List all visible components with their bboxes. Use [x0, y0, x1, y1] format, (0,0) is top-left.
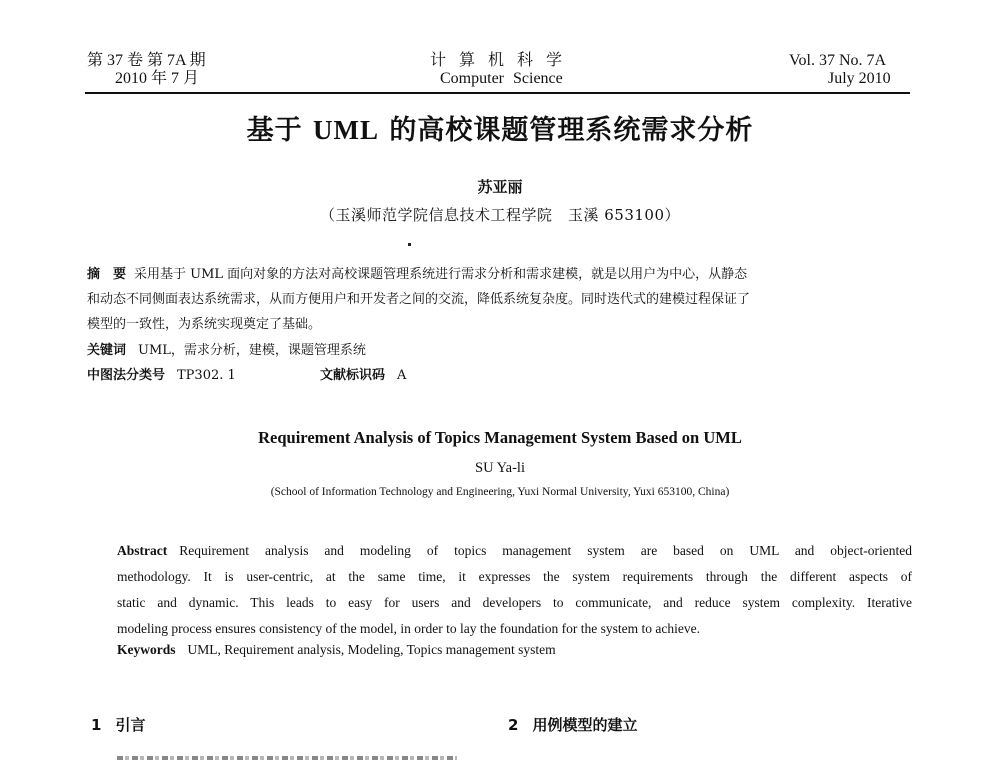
cut-off-body-text	[117, 756, 457, 760]
keywords-cn-label: 关键词	[87, 343, 127, 358]
section-2-number: 2	[508, 716, 519, 734]
section-1-title: 引言	[115, 716, 146, 734]
classification-label: 中图法分类号	[87, 368, 166, 383]
author-en: SU Ya-li	[475, 460, 525, 476]
title-cn-prefix: 基于	[246, 115, 313, 146]
document-code	[320, 364, 406, 383]
header-rule	[85, 92, 910, 94]
section-heading-1	[91, 714, 145, 735]
affiliation-en: (School of Information Technology and Engineering, Yuxi Normal University, Yuxi 653100, China)	[270, 486, 730, 498]
abstract-cn-line-3: 模型的一致性，为系统实现奠定了基础。	[87, 317, 322, 332]
affiliation-cn: （玉溪师范学院信息技术工程学院 玉溪 653100）	[319, 206, 681, 224]
classification-number	[87, 364, 236, 383]
abstract-en-line-4: modeling process ensures consistency of the model, in order to lay the foundation for the system to achieve.	[117, 621, 700, 636]
keywords-en-value: UML, Requirement analysis, Modeling, Topics management system	[187, 642, 556, 657]
header-journal-en: Computer Science	[440, 70, 563, 87]
abstract-cn	[87, 262, 907, 337]
abstract-en-line-1	[117, 538, 912, 564]
abstract-cn-label: 摘 要	[87, 267, 127, 282]
abstract-en-label: Abstract	[117, 543, 168, 558]
header-date-cn: 2010 年 7 月	[115, 70, 200, 87]
author-cn: 苏亚丽	[477, 178, 523, 196]
classification-value: TP302. 1	[177, 368, 236, 383]
keywords-en	[117, 642, 556, 658]
keywords-cn-value: UML，需求分析，建模，课题管理系统	[138, 343, 366, 358]
abstract-en-line-2: methodology. It is user-centric, at the same time, it expresses the system requirements through the different aspects of	[117, 569, 912, 584]
header-date-en: July 2010	[828, 70, 891, 87]
document-code-value: A	[397, 368, 407, 383]
header-vol-no-en: Vol. 37 No. 7A	[789, 52, 887, 69]
header-journal-cn: 计算机科学	[430, 52, 576, 69]
keywords-cn	[87, 339, 366, 358]
abstract-cn-text-1: 采用基于 UML 面向对象的方法对高校课题管理系统进行需求分析和需求建模，就是以用户为中心，从静态	[134, 267, 748, 282]
abstract-en-text-1: Requirement analysis and modeling of topics management system are based on UML and object-oriented	[179, 543, 912, 558]
title-cn-suffix: 的高校课题管理系统需求分析	[379, 115, 754, 146]
scan-artifact-dot	[408, 243, 411, 246]
page-title-en: Requirement Analysis of Topics Management System Based on UML	[258, 428, 742, 447]
title-cn-latin: UML	[313, 115, 379, 145]
document-code-label: 文献标识码	[320, 368, 386, 383]
abstract-cn-line-2: 和动态不同侧面表达系统需求，从而方便用户和开发者之间的交流，降低系统复杂度。同时迭代式的建模过程保证了	[87, 292, 751, 307]
section-1-number: 1	[91, 716, 102, 734]
header-volume-issue: 第 37 卷 第 7A 期	[87, 52, 206, 69]
keywords-en-label: Keywords	[117, 642, 176, 657]
section-2-title: 用例模型的建立	[532, 716, 638, 734]
section-heading-2	[508, 714, 637, 735]
abstract-en-line-3: static and dynamic. This leads to easy for users and developers to communicate, and reduce system complexity. Iterative	[117, 595, 912, 610]
abstract-cn-line-1	[87, 262, 907, 287]
abstract-en	[117, 538, 912, 642]
page-title-cn	[0, 112, 1000, 149]
